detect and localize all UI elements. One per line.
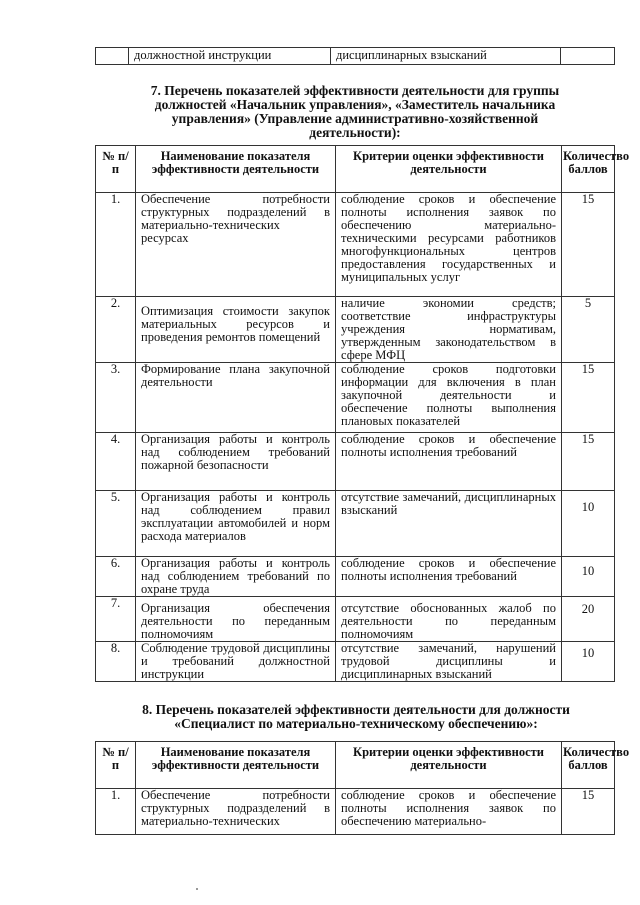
table-row [96,597,615,642]
row-num: 2. [96,297,136,363]
row-points: 10 [562,557,615,597]
row-indicator: Организация работы и контроль над соблюдением требований пожарной безопасности [136,433,336,491]
row-criteria: наличие экономии средств; соответствие инфраструктуры учреждения нормативам, утвержденным законодательством в сфере МФЦ [336,297,562,363]
header-num: № п/п [96,742,136,789]
fragment-points-cell [561,48,615,65]
row-criteria: соблюдение сроков и обеспечение полноты исполнения заявок по обеспечению материально-техническими ресурсами работников многофункциональных центров предоставления государственных и муниципальных услуг [336,193,562,297]
section8-table [95,741,630,835]
section7-heading-line: 7. Перечень показателей эффективности деятельности для группы [150,83,560,98]
section7-heading [100,84,610,140]
previous-table-fragment [95,47,615,65]
table-header-row [96,742,615,789]
header-indicator: Наименование показателя эффективности деятельности [136,742,336,789]
row-criteria: соблюдение сроков и обеспечение полноты исполнения требований [336,433,562,491]
row-indicator: Организация обеспечения деятельности по переданным полномочиям [136,597,336,642]
section7-heading-line: деятельности): [309,125,401,140]
row-points: 10 [562,642,615,682]
row-points: 15 [562,433,615,491]
section7-heading-line: должностей «Начальник управления», «Заместитель начальника [154,97,556,112]
table-row [96,297,615,363]
table-row [96,433,615,491]
row-criteria: отсутствие замечаний, нарушений трудовой дисциплины и дисциплинарных взысканий [336,642,562,682]
row-num: 1. [96,193,136,297]
row-num: 7. [96,597,136,642]
row-criteria: соблюдение сроков и обеспечение полноты исполнения заявок по обеспечению материально- [336,789,562,835]
table-row [96,789,615,835]
row-points: 15 [562,789,615,835]
fragment-num-cell [96,48,129,65]
section8-heading [95,703,617,731]
header-criteria: Критерии оценки эффективности деятельности [336,146,562,193]
row-points: 20 [562,597,615,642]
header-num: № п/п [96,146,136,193]
header-points: Количество баллов [562,742,615,789]
header-criteria: Критерии оценки эффективности деятельности [336,742,562,789]
row-indicator: Организация работы и контроль над соблюдением правил эксплуатации автомобилей и норм расхода материалов [136,491,336,557]
row-num: 1. [96,789,136,835]
row-indicator: Соблюдение трудовой дисциплины и требований должностной инструкции [136,642,336,682]
header-points: Количество баллов [562,146,615,193]
row-num: 8. [96,642,136,682]
row-num: 6. [96,557,136,597]
section7-table [95,145,630,682]
page-speck [196,888,198,890]
table-row [96,557,615,597]
table-row [96,193,615,297]
row-indicator: Организация работы и контроль над соблюдением требований по охране труда [136,557,336,597]
section8-heading-line: 8. Перечень показателей эффективности деятельности для должности [142,702,570,717]
row-criteria: отсутствие замечаний, дисциплинарных взысканий [336,491,562,557]
section8-heading-line: «Специалист по материально-техническому обеспечению»: [174,716,538,731]
row-points: 15 [562,363,615,433]
row-points: 15 [562,193,615,297]
row-num: 4. [96,433,136,491]
table-header-row [96,146,615,193]
row-indicator: Формирование плана закупочной деятельности [136,363,336,433]
row-num: 3. [96,363,136,433]
row-points: 10 [562,491,615,557]
section7-heading-line: управления» (Управление административно-хозяйственной [171,111,539,126]
row-criteria: соблюдение сроков подготовки информации для включения в план закупочной деятельности и обеспечение полноты выполнения плановых показателей [336,363,562,433]
fragment-criteria-cell: дисциплинарных взысканий [331,48,561,65]
row-indicator: Обеспечение потребности структурных подразделений в материально-технических [136,789,336,835]
table-row [96,642,615,682]
table-row [96,491,615,557]
row-points: 5 [562,297,615,363]
row-indicator: Оптимизация стоимости закупок материальных ресурсов и проведения ремонтов помещений [136,297,336,363]
fragment-indicator-cell: должностной инструкции [129,48,331,65]
row-criteria: соблюдение сроков и обеспечение полноты исполнения требований [336,557,562,597]
row-indicator: Обеспечение потребности структурных подразделений в материально-технических ресурсах [136,193,336,297]
row-num: 5. [96,491,136,557]
table-row [96,363,615,433]
row-criteria: отсутствие обоснованных жалоб по деятельности по переданным полномочиям [336,597,562,642]
header-indicator: Наименование показателя эффективности деятельности [136,146,336,193]
